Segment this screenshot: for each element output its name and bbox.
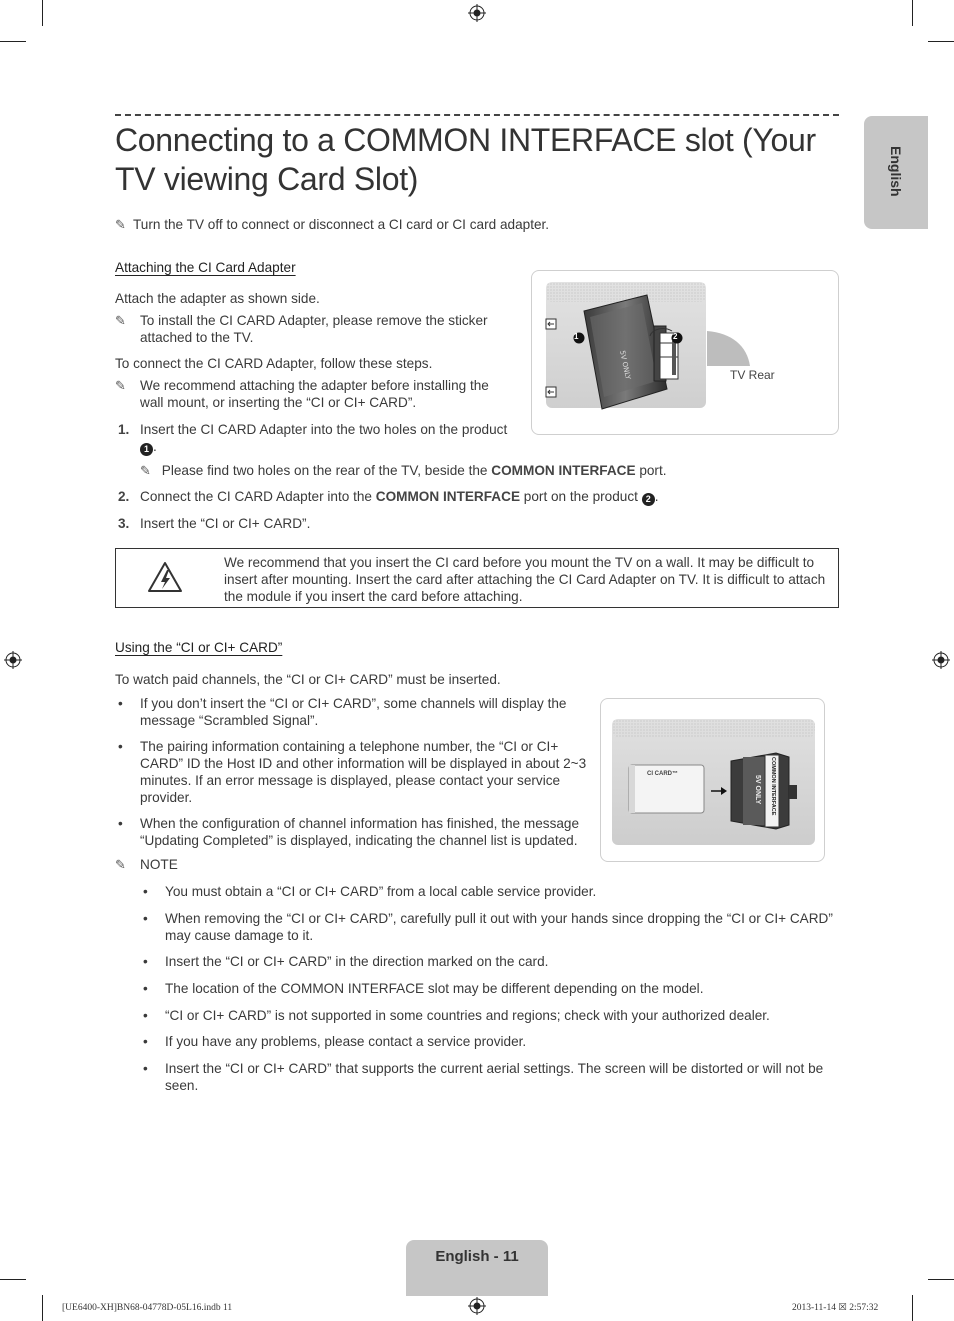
bullet-icon: • — [118, 739, 123, 754]
crop-mark — [42, 0, 43, 26]
list-item-text: If you don’t insert the “CI or CI+ CARD”, some channels will display the message “Scrambled Signal”. — [140, 696, 567, 728]
print-slug-right: 2013-11-14 ☒ 2:57:32 — [792, 1303, 879, 1313]
section1-note2-text: We recommend attaching the adapter before installing the wall mount, or inserting the “CI or CI+ CARD”. — [140, 378, 489, 410]
bullet-icon: • — [118, 696, 123, 711]
figure-label-tv-rear: TV Rear — [730, 368, 775, 382]
step-2-end: port on the product — [523, 489, 638, 504]
step-2-text: Connect the CI CARD Adapter into the — [140, 489, 372, 504]
bullet-icon: • — [143, 954, 148, 969]
note-heading-label: NOTE — [140, 857, 178, 872]
pencil-note-icon: ✎ — [115, 313, 126, 328]
list-item — [115, 815, 590, 849]
list-item-text: The location of the COMMON INTERFACE slot may be different depending on the model. — [165, 981, 704, 996]
bullet-icon: • — [143, 981, 148, 996]
section1-note2 — [115, 377, 515, 411]
registration-mark-icon — [468, 1297, 486, 1315]
section-heading-using: Using the “CI or CI+ CARD” — [115, 640, 283, 655]
bullet-icon: • — [143, 884, 148, 899]
list-item-text: If you have any problems, please contact a service provider. — [165, 1034, 527, 1049]
step-number: 2. — [118, 489, 130, 504]
print-slug-left: [UE6400-XH]BN68-04778D-05L16.indb 11 — [62, 1303, 233, 1313]
step-3-text: Insert the “CI or CI+ CARD”. — [140, 516, 311, 531]
step-1-note — [140, 462, 840, 479]
step-marker-2: 2 — [642, 493, 655, 506]
step-2-bold: COMMON INTERFACE — [375, 489, 521, 504]
page-number-tab — [406, 1240, 548, 1296]
crop-mark — [42, 1295, 43, 1321]
step-number: 3. — [118, 516, 130, 531]
slot-label: COMMON INTERFACE — [770, 757, 776, 816]
pencil-note-icon: ✎ — [140, 463, 151, 478]
list-item — [140, 910, 840, 944]
bullet-icon: • — [143, 1034, 148, 1049]
list-item — [140, 1060, 840, 1094]
svg-text:5V ONLY: 5V ONLY — [618, 349, 632, 381]
list-item-text: When the configuration of channel information has finished, the message “Updating Completed” is displayed, indicating the channel list is updated. — [140, 816, 580, 848]
bullet-icon: • — [118, 816, 123, 831]
bullet-icon: • — [143, 1061, 148, 1076]
section1-paragraph: Attach the adapter as shown side. — [115, 291, 320, 306]
pencil-note-icon: ✎ — [115, 378, 126, 393]
crop-mark — [912, 0, 913, 26]
ci-card-figure — [600, 698, 825, 862]
section2-paragraph: To watch paid channels, the “CI or CI+ CARD” must be inserted. — [115, 672, 501, 687]
section1-note1 — [115, 312, 515, 346]
list-item — [140, 1033, 840, 1050]
registration-mark-icon — [932, 651, 950, 669]
list-item — [140, 883, 840, 900]
language-side-tab — [864, 116, 928, 229]
step-1-text: Insert the CI CARD Adapter into the two holes on the product — [140, 422, 508, 437]
step-text: Insert the CI CARD Adapter into the two holes on the product 1 . — [140, 422, 508, 454]
section-heading-attaching: Attaching the CI Card Adapter — [115, 260, 296, 275]
tv-rear-illustration — [532, 271, 838, 434]
pencil-note-icon: ✎ — [115, 217, 126, 232]
step-1 — [115, 421, 515, 456]
tv-rear-figure — [531, 270, 839, 435]
warning-text: We recommend that you insert the CI card before you mount the TV on a wall. It may be difficult to insert after mounting. Insert the card after attaching the CI Card Adapter on TV. It is difficult to attach the module if you insert the card before attaching. — [224, 555, 826, 604]
list-item — [115, 695, 590, 729]
pencil-note-icon: ✎ — [115, 857, 126, 872]
list-item-text: When removing the “CI or CI+ CARD”, carefully pull it out with your hands since dropping the “CI or CI+ CARD” may cause damage to it. — [165, 911, 833, 943]
crop-mark — [0, 41, 26, 42]
crop-mark — [928, 1279, 954, 1280]
list-item-text: Insert the “CI or CI+ CARD” in the direction marked on the card. — [165, 954, 549, 969]
list-item — [140, 953, 840, 970]
crop-mark — [928, 41, 954, 42]
ci-card-label: CI CARD™ — [647, 771, 678, 777]
step-1-note-text: Please find two holes on the rear of the TV, beside the — [161, 463, 488, 478]
step-3 — [115, 515, 835, 532]
step-2 — [115, 488, 835, 506]
step-1-note-bold: COMMON INTERFACE — [491, 463, 636, 478]
step-text: Connect the CI CARD Adapter into the COMMON INTERFACE port on the product 2 . — [140, 489, 659, 504]
page-number-label: English - 11 — [435, 1248, 519, 1265]
page-title: Connecting to a COMMON INTERFACE slot (Your TV viewing Card Slot) — [115, 122, 816, 197]
list-item — [115, 738, 590, 806]
language-side-tab-label: English — [888, 146, 904, 197]
section1-note1-text: To install the CI CARD Adapter, please remove the sticker attached to the TV. — [140, 313, 488, 345]
step-marker-1: 1 — [140, 443, 153, 456]
bullet-icon: • — [143, 1008, 148, 1023]
intro-note — [115, 216, 835, 233]
slot-sublabel: 5V ONLY — [754, 775, 761, 805]
section1-paragraph: To connect the CI CARD Adapter, follow these steps. — [115, 356, 433, 371]
list-item — [140, 1007, 840, 1024]
intro-note-text: Turn the TV off to connect or disconnect a CI card or CI card adapter. — [133, 217, 550, 232]
crop-mark — [0, 1279, 26, 1280]
warning-icon — [147, 561, 183, 593]
registration-mark-icon — [4, 651, 22, 669]
list-item-text: Insert the “CI or CI+ CARD” that supports the current aerial settings. The screen will be distorted or will not be seen. — [165, 1061, 824, 1093]
list-item-text: The pairing information containing a telephone number, the “CI or CI+ CARD” ID the Host ID and other information will be displayed in about 2~3 minutes. If an error message is displayed, please contact your service provider. — [140, 739, 587, 805]
list-item-text: “CI or CI+ CARD” is not supported in some countries and regions; check with your authorized dealer. — [165, 1008, 770, 1023]
list-item — [140, 980, 840, 997]
title-rule — [115, 114, 839, 116]
note-heading — [115, 856, 178, 873]
bullet-icon: • — [143, 911, 148, 926]
figure-marker-2: 2 — [673, 332, 678, 341]
figure-marker-1: 1 — [574, 332, 579, 341]
warning-box — [115, 548, 839, 608]
crop-mark — [912, 1295, 913, 1321]
list-item-text: You must obtain a “CI or CI+ CARD” from a local cable service provider. — [165, 884, 597, 899]
registration-mark-icon — [468, 4, 486, 22]
ci-card-illustration — [601, 699, 824, 861]
step-number: 1. — [118, 422, 130, 437]
step-1-note-end: port. — [639, 463, 667, 478]
